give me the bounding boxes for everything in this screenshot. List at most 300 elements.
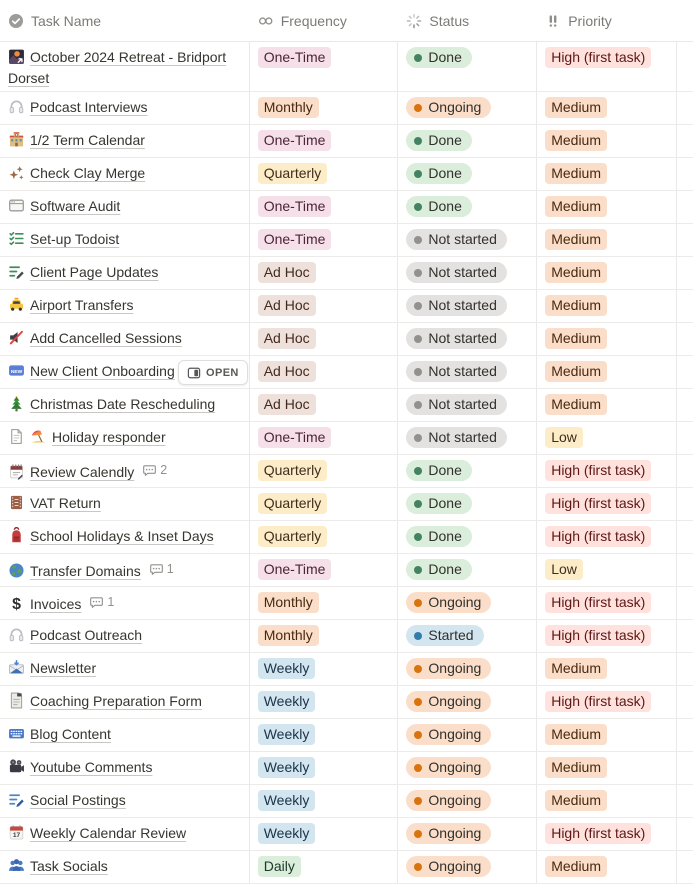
task-name-cell[interactable] <box>0 785 250 817</box>
status-cell[interactable] <box>398 125 537 157</box>
frequency-cell[interactable] <box>250 488 399 520</box>
row-spacer <box>677 818 693 850</box>
priority-cell[interactable] <box>537 422 677 454</box>
svg-text:$: $ <box>12 596 21 612</box>
task-name-cell[interactable] <box>0 686 250 718</box>
status-cell[interactable] <box>398 356 537 388</box>
priority-tag[interactable]: Medium <box>545 196 607 217</box>
status-label: Not started <box>428 231 497 247</box>
status-tag[interactable] <box>406 196 471 217</box>
status-dot-icon <box>414 54 422 62</box>
task-title[interactable]: School Holidays & Inset Days <box>30 528 214 544</box>
priority-cell[interactable] <box>537 851 677 883</box>
status-tag[interactable] <box>406 724 491 745</box>
task-icons <box>8 165 30 181</box>
frequency-cell[interactable] <box>250 521 399 553</box>
movie-camera-icon <box>8 758 25 775</box>
frequency-tag[interactable]: Weekly <box>258 658 316 679</box>
column-header-frequency[interactable] <box>250 13 399 29</box>
task-title[interactable]: Blog Content <box>30 726 111 742</box>
task-title[interactable]: Weekly Calendar Review <box>30 825 187 841</box>
priority-cell[interactable] <box>537 323 677 355</box>
task-name-cell[interactable] <box>0 488 250 520</box>
priority-tag[interactable]: Medium <box>545 724 607 745</box>
calendar-17-icon <box>8 824 25 841</box>
frequency-cell[interactable] <box>250 191 399 223</box>
task-name-cell[interactable] <box>0 191 250 223</box>
status-tag[interactable] <box>406 97 491 118</box>
row-spacer <box>677 422 693 454</box>
task-icons <box>8 660 30 676</box>
priority-cell[interactable] <box>537 752 677 784</box>
row-spacer <box>677 488 693 520</box>
status-label: Done <box>428 528 462 544</box>
priority-cell[interactable] <box>537 356 677 388</box>
priority-cell[interactable] <box>537 620 677 652</box>
status-dot-icon <box>414 335 422 343</box>
priority-tag[interactable]: High (first task) <box>545 691 651 712</box>
row-spacer <box>677 752 693 784</box>
task-name-cell[interactable] <box>0 92 250 124</box>
status-cell[interactable] <box>398 620 537 652</box>
priority-cell[interactable] <box>537 521 677 553</box>
table-row <box>0 488 693 521</box>
frequency-tag[interactable]: Quarterly <box>258 493 328 514</box>
frequency-cell[interactable] <box>250 422 399 454</box>
priority-tag[interactable]: Medium <box>545 328 607 349</box>
row-spacer <box>677 653 693 685</box>
frequency-cell[interactable] <box>250 785 399 817</box>
task-title[interactable]: Invoices <box>30 596 82 612</box>
status-label: Done <box>428 561 462 577</box>
status-cell[interactable] <box>398 389 537 421</box>
task-icons <box>8 297 30 313</box>
status-tag[interactable] <box>406 526 471 547</box>
frequency-tag[interactable]: Ad Hoc <box>258 328 316 349</box>
comment-bubble-icon <box>149 562 164 577</box>
status-dot-icon <box>414 236 422 244</box>
svg-text:NEW: NEW <box>10 370 23 376</box>
priority-cell[interactable] <box>537 818 677 850</box>
frequency-tag[interactable]: One-Time <box>258 229 332 250</box>
priority-cell[interactable] <box>537 488 677 520</box>
task-name-cell[interactable] <box>0 719 250 751</box>
frequency-tag[interactable]: Monthly <box>258 592 319 613</box>
task-icons <box>8 627 30 643</box>
frequency-tag[interactable]: Daily <box>258 856 301 877</box>
task-name-cell[interactable] <box>0 818 250 850</box>
open-button[interactable] <box>178 360 248 385</box>
status-tag[interactable] <box>406 229 506 250</box>
column-header-status[interactable] <box>398 13 537 29</box>
frequency-tag[interactable]: Weekly <box>258 724 316 745</box>
comment-count: 1 <box>107 595 115 609</box>
frequency-cell[interactable] <box>250 455 399 487</box>
task-title[interactable]: Coaching Preparation Form <box>30 693 202 709</box>
svg-text:17: 17 <box>12 832 21 840</box>
task-name-cell[interactable] <box>0 389 250 421</box>
status-cell[interactable] <box>398 686 537 718</box>
task-title[interactable]: 1/2 Term Calendar <box>30 132 145 148</box>
status-tag[interactable] <box>406 262 506 283</box>
status-cell[interactable] <box>398 719 537 751</box>
pencil-list-green-icon <box>8 263 25 280</box>
frequency-tag[interactable]: Weekly <box>258 790 316 811</box>
table-row <box>0 323 693 356</box>
column-header-task-name[interactable] <box>0 13 250 29</box>
task-title[interactable]: VAT Return <box>30 495 101 511</box>
task-title[interactable]: Check Clay Merge <box>30 165 146 181</box>
envelope-icon <box>8 659 25 676</box>
table-row <box>0 290 693 323</box>
task-title[interactable]: October 2024 Retreat - Bridport Dorset <box>8 49 227 86</box>
task-name-cell[interactable] <box>0 422 250 454</box>
status-tag[interactable] <box>406 856 491 877</box>
task-title[interactable]: Social Postings <box>30 792 126 808</box>
task-title[interactable]: Newsletter <box>30 660 97 676</box>
frequency-tag[interactable]: One-Time <box>258 196 332 217</box>
status-tag[interactable] <box>406 130 471 151</box>
status-tag[interactable] <box>406 757 491 778</box>
table-row <box>0 125 693 158</box>
status-cell[interactable] <box>398 851 537 883</box>
frequency-tag[interactable]: One-Time <box>258 559 332 580</box>
task-name-cell[interactable] <box>0 257 250 289</box>
table-row <box>0 752 693 785</box>
frequency-tag[interactable]: Monthly <box>258 625 319 646</box>
side-peek-icon <box>187 366 201 380</box>
priority-cell[interactable] <box>537 257 677 289</box>
priority-tag[interactable]: Medium <box>545 757 607 778</box>
priority-cell[interactable] <box>537 653 677 685</box>
task-title[interactable]: Podcast Interviews <box>30 99 148 115</box>
task-title[interactable]: Add Cancelled Sessions <box>30 330 182 346</box>
task-name-cell[interactable] <box>0 587 250 619</box>
status-dot-icon <box>414 137 422 145</box>
headphones-icon <box>8 98 25 115</box>
status-cell[interactable] <box>398 290 537 322</box>
priority-tag[interactable]: High (first task) <box>545 526 651 547</box>
frequency-cell[interactable] <box>250 290 399 322</box>
frequency-tag[interactable]: One-Time <box>258 47 332 68</box>
status-tag[interactable] <box>406 361 506 382</box>
priority-cell[interactable] <box>537 290 677 322</box>
frequency-cell[interactable] <box>250 42 399 91</box>
priority-tag[interactable]: Low <box>545 427 583 448</box>
status-label: Not started <box>428 363 497 379</box>
table-row <box>0 554 693 587</box>
frequency-cell[interactable] <box>250 158 399 190</box>
frequency-tag[interactable]: Monthly <box>258 97 319 118</box>
row-spacer <box>677 125 693 157</box>
task-name-cell[interactable] <box>0 356 250 388</box>
status-tag[interactable] <box>406 493 471 514</box>
status-dot-icon <box>414 566 422 574</box>
status-dot-icon <box>414 434 422 442</box>
comment-badge[interactable] <box>142 460 167 481</box>
status-cell[interactable] <box>398 587 537 619</box>
priority-tag[interactable]: High (first task) <box>545 460 651 481</box>
task-name-cell[interactable] <box>0 323 250 355</box>
status-dot-icon <box>414 269 422 277</box>
status-tag[interactable] <box>406 625 483 646</box>
priority-cell[interactable] <box>537 554 677 586</box>
status-tag[interactable] <box>406 790 491 811</box>
status-tag[interactable] <box>406 460 471 481</box>
task-title[interactable]: Review Calendly <box>30 464 135 480</box>
keyboard-icon <box>8 725 25 742</box>
status-tag[interactable] <box>406 47 471 68</box>
priority-tag[interactable]: Medium <box>545 229 607 250</box>
status-cell[interactable] <box>398 455 537 487</box>
task-title[interactable]: Christmas Date Rescheduling <box>30 396 216 412</box>
table-row <box>0 224 693 257</box>
taxi-icon <box>8 296 25 313</box>
frequency-tag[interactable]: Ad Hoc <box>258 295 316 316</box>
task-icons <box>8 429 52 445</box>
row-spacer <box>677 620 693 652</box>
status-cell[interactable] <box>398 191 537 223</box>
priority-tag[interactable]: Medium <box>545 790 607 811</box>
task-name-cell[interactable] <box>0 752 250 784</box>
task-name-cell[interactable] <box>0 224 250 256</box>
new-badge-icon <box>8 362 25 379</box>
priority-cell[interactable] <box>537 455 677 487</box>
frequency-cell[interactable] <box>250 125 399 157</box>
priority-tag[interactable]: High (first task) <box>545 625 651 646</box>
task-title[interactable]: Task Socials <box>30 858 108 874</box>
priority-tag[interactable]: Medium <box>545 658 607 679</box>
priority-tag[interactable]: Medium <box>545 295 607 316</box>
status-label: Done <box>428 165 462 181</box>
priority-tag[interactable]: Medium <box>545 394 607 415</box>
comment-badge[interactable] <box>149 559 174 580</box>
task-name-cell[interactable] <box>0 455 250 487</box>
table-row <box>0 587 693 620</box>
document-icon <box>8 428 25 445</box>
priority-tag[interactable]: Medium <box>545 361 607 382</box>
status-label: Done <box>428 198 462 214</box>
frequency-cell[interactable] <box>250 752 399 784</box>
status-cell[interactable] <box>398 257 537 289</box>
frequency-cell[interactable] <box>250 620 399 652</box>
status-tag[interactable] <box>406 163 471 184</box>
ticket-icon <box>8 494 25 511</box>
task-title[interactable]: New Client Onboarding <box>30 363 175 379</box>
priority-cell[interactable] <box>537 92 677 124</box>
task-name-cell[interactable] <box>0 42 250 91</box>
priority-cell[interactable] <box>537 785 677 817</box>
priority-cell[interactable] <box>537 42 677 91</box>
status-label: Ongoing <box>428 759 482 775</box>
open-button-label: OPEN <box>206 366 239 379</box>
task-icons <box>8 396 30 412</box>
status-cell[interactable] <box>398 752 537 784</box>
sparkles-icon <box>8 164 25 181</box>
status-tag[interactable] <box>406 691 491 712</box>
row-spacer <box>677 455 693 487</box>
priority-tag[interactable]: High (first task) <box>545 47 651 68</box>
frequency-cell[interactable] <box>250 818 399 850</box>
status-label: Not started <box>428 429 497 445</box>
status-label: Ongoing <box>428 792 482 808</box>
school-icon <box>8 131 25 148</box>
priority-cell[interactable] <box>537 389 677 421</box>
frequency-tag[interactable]: Ad Hoc <box>258 394 316 415</box>
priority-cell[interactable] <box>537 587 677 619</box>
task-title[interactable]: Holiday responder <box>52 429 166 445</box>
priority-tag[interactable]: Medium <box>545 130 607 151</box>
task-icons <box>8 264 30 280</box>
frequency-cell[interactable] <box>250 719 399 751</box>
comment-badge[interactable] <box>89 592 114 613</box>
frequency-tag[interactable]: Weekly <box>258 823 316 844</box>
form-page-icon <box>8 692 25 709</box>
frequency-tag[interactable]: Ad Hoc <box>258 361 316 382</box>
status-tag[interactable] <box>406 592 491 613</box>
status-tag[interactable] <box>406 427 506 448</box>
status-cell[interactable] <box>398 554 537 586</box>
status-dot-icon <box>414 302 422 310</box>
frequency-cell[interactable] <box>250 257 399 289</box>
status-cell[interactable] <box>398 818 537 850</box>
priority-tag[interactable]: High (first task) <box>545 493 651 514</box>
task-icons <box>8 330 30 346</box>
task-title[interactable]: Airport Transfers <box>30 297 134 313</box>
priority-tag[interactable]: High (first task) <box>545 592 651 613</box>
task-title[interactable]: Podcast Outreach <box>30 627 143 643</box>
status-dot-icon <box>414 467 422 475</box>
priority-cell[interactable] <box>537 191 677 223</box>
priority-cell[interactable] <box>537 158 677 190</box>
frequency-tag[interactable]: Quarterly <box>258 460 328 481</box>
frequency-cell[interactable] <box>250 587 399 619</box>
priority-cell[interactable] <box>537 224 677 256</box>
status-tag[interactable] <box>406 823 491 844</box>
task-icons <box>8 231 30 247</box>
table-row <box>0 653 693 686</box>
status-tag[interactable] <box>406 394 506 415</box>
row-spacer <box>677 42 693 91</box>
column-header-priority[interactable] <box>537 13 677 29</box>
task-icons <box>8 792 30 808</box>
spinner-icon <box>406 13 422 29</box>
frequency-tag[interactable]: One-Time <box>258 130 332 151</box>
table-row <box>0 158 693 191</box>
table-row <box>0 92 693 125</box>
comment-count: 1 <box>166 562 174 576</box>
frequency-cell[interactable] <box>250 686 399 718</box>
status-cell[interactable] <box>398 422 537 454</box>
table-row <box>0 389 693 422</box>
status-cell[interactable] <box>398 653 537 685</box>
frequency-tag[interactable]: One-Time <box>258 427 332 448</box>
status-label: Not started <box>428 330 497 346</box>
status-label: Done <box>428 462 462 478</box>
table-row <box>0 455 693 488</box>
task-title[interactable]: Transfer Domains <box>30 563 141 579</box>
status-cell[interactable] <box>398 224 537 256</box>
table-row <box>0 719 693 752</box>
task-name-cell[interactable] <box>0 620 250 652</box>
task-name-cell[interactable] <box>0 521 250 553</box>
status-dot-icon <box>414 731 422 739</box>
status-dot-icon <box>414 665 422 673</box>
status-label: Done <box>428 49 462 65</box>
frequency-tag[interactable]: Quarterly <box>258 163 328 184</box>
task-name-cell[interactable] <box>0 290 250 322</box>
frequency-cell[interactable] <box>250 653 399 685</box>
priority-cell[interactable] <box>537 686 677 718</box>
column-label: Status <box>429 12 470 29</box>
column-label: Task Name <box>31 12 102 29</box>
frequency-tag[interactable]: Weekly <box>258 691 316 712</box>
priority-tag[interactable]: Medium <box>545 97 607 118</box>
frequency-cell[interactable] <box>250 554 399 586</box>
frequency-tag[interactable]: Weekly <box>258 757 316 778</box>
task-icons <box>8 825 30 841</box>
frequency-tag[interactable]: Quarterly <box>258 526 328 547</box>
row-spacer <box>677 389 693 421</box>
row-spacer <box>677 719 693 751</box>
status-tag[interactable] <box>406 658 491 679</box>
task-name-cell[interactable] <box>0 851 250 883</box>
frequency-cell[interactable] <box>250 323 399 355</box>
priority-cell[interactable] <box>537 719 677 751</box>
status-label: Ongoing <box>428 858 482 874</box>
task-name-cell[interactable] <box>0 158 250 190</box>
status-cell[interactable] <box>398 323 537 355</box>
priority-tag[interactable]: Medium <box>545 262 607 283</box>
frequency-cell[interactable] <box>250 92 399 124</box>
table-row <box>0 191 693 224</box>
status-tag[interactable] <box>406 328 506 349</box>
task-name-cell[interactable] <box>0 653 250 685</box>
task-title[interactable]: Set-up Todoist <box>30 231 120 247</box>
row-spacer <box>677 257 693 289</box>
status-tag[interactable] <box>406 295 506 316</box>
priority-tag[interactable]: Low <box>545 559 583 580</box>
frequency-cell[interactable] <box>250 389 399 421</box>
row-spacer <box>677 521 693 553</box>
status-label: Not started <box>428 396 497 412</box>
frequency-cell[interactable] <box>250 851 399 883</box>
task-title[interactable]: Software Audit <box>30 198 121 214</box>
status-tag[interactable] <box>406 559 471 580</box>
task-name-cell[interactable] <box>0 125 250 157</box>
status-cell[interactable] <box>398 42 537 91</box>
priority-tag[interactable]: Medium <box>545 856 607 877</box>
priority-tag[interactable]: High (first task) <box>545 823 651 844</box>
priority-cell[interactable] <box>537 125 677 157</box>
task-title[interactable]: Youtube Comments <box>30 759 153 775</box>
status-cell[interactable] <box>398 521 537 553</box>
status-cell[interactable] <box>398 488 537 520</box>
task-title[interactable]: Client Page Updates <box>30 264 159 280</box>
frequency-cell[interactable] <box>250 356 399 388</box>
frequency-cell[interactable] <box>250 224 399 256</box>
status-cell[interactable] <box>398 158 537 190</box>
comment-bubble-icon <box>142 463 157 478</box>
row-spacer <box>677 224 693 256</box>
task-name-cell[interactable] <box>0 554 250 586</box>
people-icon <box>8 857 25 874</box>
table-row <box>0 521 693 554</box>
status-cell[interactable] <box>398 92 537 124</box>
status-cell[interactable] <box>398 785 537 817</box>
priority-tag[interactable]: Medium <box>545 163 607 184</box>
frequency-tag[interactable]: Ad Hoc <box>258 262 316 283</box>
